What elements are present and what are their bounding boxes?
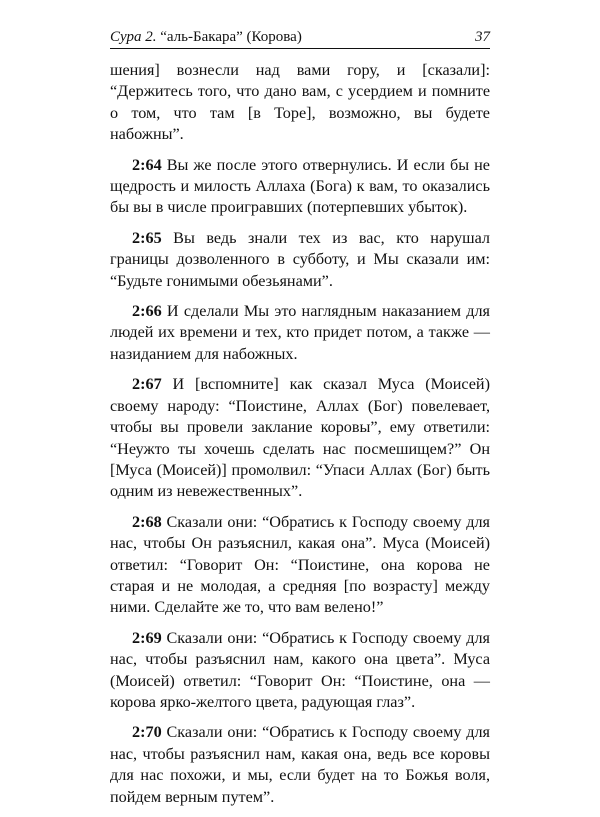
verse-2-69: [110, 628, 490, 714]
verse-number: 2:66: [132, 302, 162, 321]
verse-2-65: [110, 228, 490, 292]
verse-2-68: [110, 512, 490, 619]
running-head: [110, 20, 490, 46]
verse-text: Сказали они: “Обратись к Господу своему для нас, чтобы Он разъяснил, какая она”. Муса (Моисей) ответил: “Говорит Он: “Поистине, она корова не старая и не молодая, а средняя [по возрасту] между ними. Сделайте же то, что вам велено!”: [110, 512, 490, 617]
chapter-label: Сура 2.: [110, 29, 157, 45]
verse-2-67: [110, 374, 490, 502]
running-title: [110, 29, 302, 46]
verse-text: Сказали они: “Обратись к Господу своему для нас, чтобы разъяснил нам, какая она, ведь все коровы для нас похожи, и мы, если будет на то Божья воля, пойдем верным путем”.: [110, 723, 490, 806]
verse-2-66: [110, 301, 490, 365]
verse-number: 2:64: [132, 155, 162, 174]
verse-text: И сделали Мы это наглядным наказанием для людей их времени и тех, кто придет потом, а также — назиданием для набожных.: [110, 302, 490, 363]
page-body: [110, 60, 490, 817]
verse-text: Вы ведь знали тех из вас, кто нарушал границы дозволенного в субботу, и Мы сказали им: “Будьте гонимыми обезьянами”.: [110, 228, 490, 290]
verse-number: 2:70: [132, 723, 162, 742]
surah-title: “аль-Бакара” (Корова): [160, 29, 302, 45]
verse-2-70: [110, 722, 490, 808]
verse-number: 2:68: [132, 512, 162, 531]
verse-text: Вы же после этого отвернулись. И если бы не щедрость и милость Аллаха (Бога) к вам, то оказались бы вы в числе проигравших (потерпевших убыток).: [110, 155, 490, 217]
header-rule: [110, 48, 490, 49]
paragraph-continuation: [110, 60, 490, 146]
paragraph-text: шения] вознесли над вами гору, и [сказали]: “Держитесь того, что дано вам, с усердием и помните о том, что там [в Торе], возможно, вы будете набожны”.: [110, 61, 490, 144]
verse-number: 2:69: [132, 628, 162, 647]
verse-2-64: [110, 155, 490, 219]
verse-number: 2:67: [132, 375, 162, 394]
verse-text: Сказали они: “Обратись к Господу своему для нас, чтобы разъяснил нам, какого она цвета”. Муса (Моисей) ответил: “Говорит Он: “Поистине, она — корова ярко-желтого цвета, радующая глаз”.: [110, 628, 490, 711]
verse-text: И [вспомните] как сказал Муса (Моисей) своему народу: “Поистине, Аллах (Бог) повелевает, чтобы вы провели заклание коровы”, ему ответили: “Неужто ты хочешь сделать нас посмешищем?” Он [Муса (Моисей)] промолвил: “Упаси Аллах (Бог) быть одним из невежественных”.: [110, 375, 490, 501]
page-number: 37: [475, 29, 490, 45]
verse-number: 2:65: [132, 228, 162, 247]
